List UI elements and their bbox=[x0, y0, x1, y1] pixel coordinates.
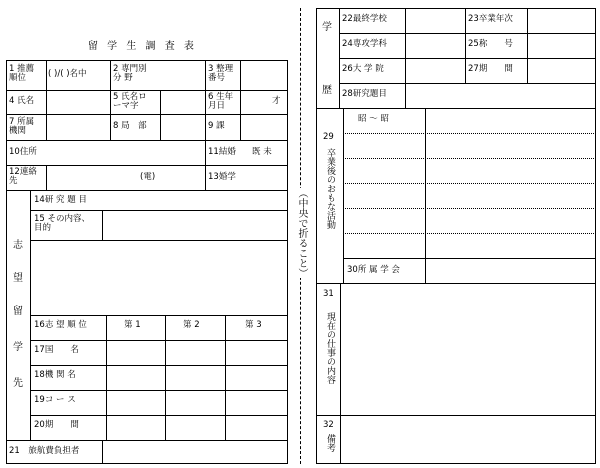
right-form-frame bbox=[316, 8, 596, 464]
travel-expense-label: 21 旅航費負担者 bbox=[9, 446, 80, 456]
societies-label: 30所 属 学 会 bbox=[347, 265, 400, 275]
activities-label: 卒業後のおもな活動 bbox=[325, 148, 335, 229]
contact-phone: (電) bbox=[140, 172, 156, 182]
research-content-label: 15 その内容、 目的 bbox=[34, 214, 91, 233]
remarks-number: 32 bbox=[323, 420, 334, 430]
major-label: 24専攻学科 bbox=[342, 39, 387, 49]
recommend-rank-label: 1 推薦 順位 bbox=[9, 64, 35, 83]
remarks-label: 備考 bbox=[325, 434, 335, 452]
education-label-1: 学 bbox=[322, 22, 332, 33]
form-title: 留 学 生 調 査 表 bbox=[88, 41, 197, 52]
bureau-label: 8 局 部 bbox=[113, 121, 147, 131]
col-third: 第 3 bbox=[245, 320, 262, 330]
marriage-label: 11結婚 bbox=[208, 147, 236, 157]
grad-period-label: 27期 間 bbox=[468, 64, 513, 74]
education-label-2: 歴 bbox=[322, 85, 332, 96]
current-work-label: 現在の仕事の内容 bbox=[325, 312, 335, 384]
contact-label: 12連絡 先 bbox=[9, 167, 37, 186]
period-label: 20期 間 bbox=[34, 420, 79, 430]
country-label: 17国 名 bbox=[34, 345, 79, 355]
showa-period: 昭 ～ 昭 bbox=[358, 114, 389, 124]
current-work-number: 31 bbox=[323, 289, 334, 299]
name-label: 4 氏名 bbox=[9, 96, 35, 106]
age-unit: 才 bbox=[272, 96, 281, 106]
research-title-label: 14研 究 題 目 bbox=[34, 195, 87, 205]
last-school-label: 22最終学校 bbox=[342, 14, 387, 24]
course-label: 19コ ー ス bbox=[34, 395, 76, 405]
recommend-rank-value: ( )/( )名中 bbox=[48, 69, 87, 79]
activities-number: 29 bbox=[323, 132, 334, 142]
col-first: 第 1 bbox=[124, 320, 141, 330]
institution-label: 18機 関 名 bbox=[34, 370, 76, 380]
study-label: 13婚学 bbox=[208, 172, 236, 182]
grad-research-label: 28研究題目 bbox=[342, 89, 387, 99]
ref-number-label: 3 整理 番号 bbox=[208, 64, 234, 83]
preference-rank-label: 16志 望 順 位 bbox=[34, 320, 87, 330]
birthdate-label: 6 生年 月日 bbox=[208, 92, 234, 111]
fold-instruction: （中央で折ること） bbox=[296, 188, 307, 278]
address-label: 10住所 bbox=[9, 147, 37, 157]
grad-year-label: 23卒業年次 bbox=[468, 14, 513, 24]
romaji-name-label: 5 氏名ロ ーマ字 bbox=[113, 92, 147, 111]
affiliation-label: 7 所属 機関 bbox=[9, 117, 35, 136]
section-label: 9 課 bbox=[208, 121, 225, 131]
grad-school-label: 26大 学 院 bbox=[342, 64, 384, 74]
col-second: 第 2 bbox=[183, 320, 200, 330]
marriage-value: 既 未 bbox=[252, 147, 272, 157]
degree-label: 25称 号 bbox=[468, 39, 513, 49]
field-label: 2 専門別 分 野 bbox=[113, 64, 147, 83]
